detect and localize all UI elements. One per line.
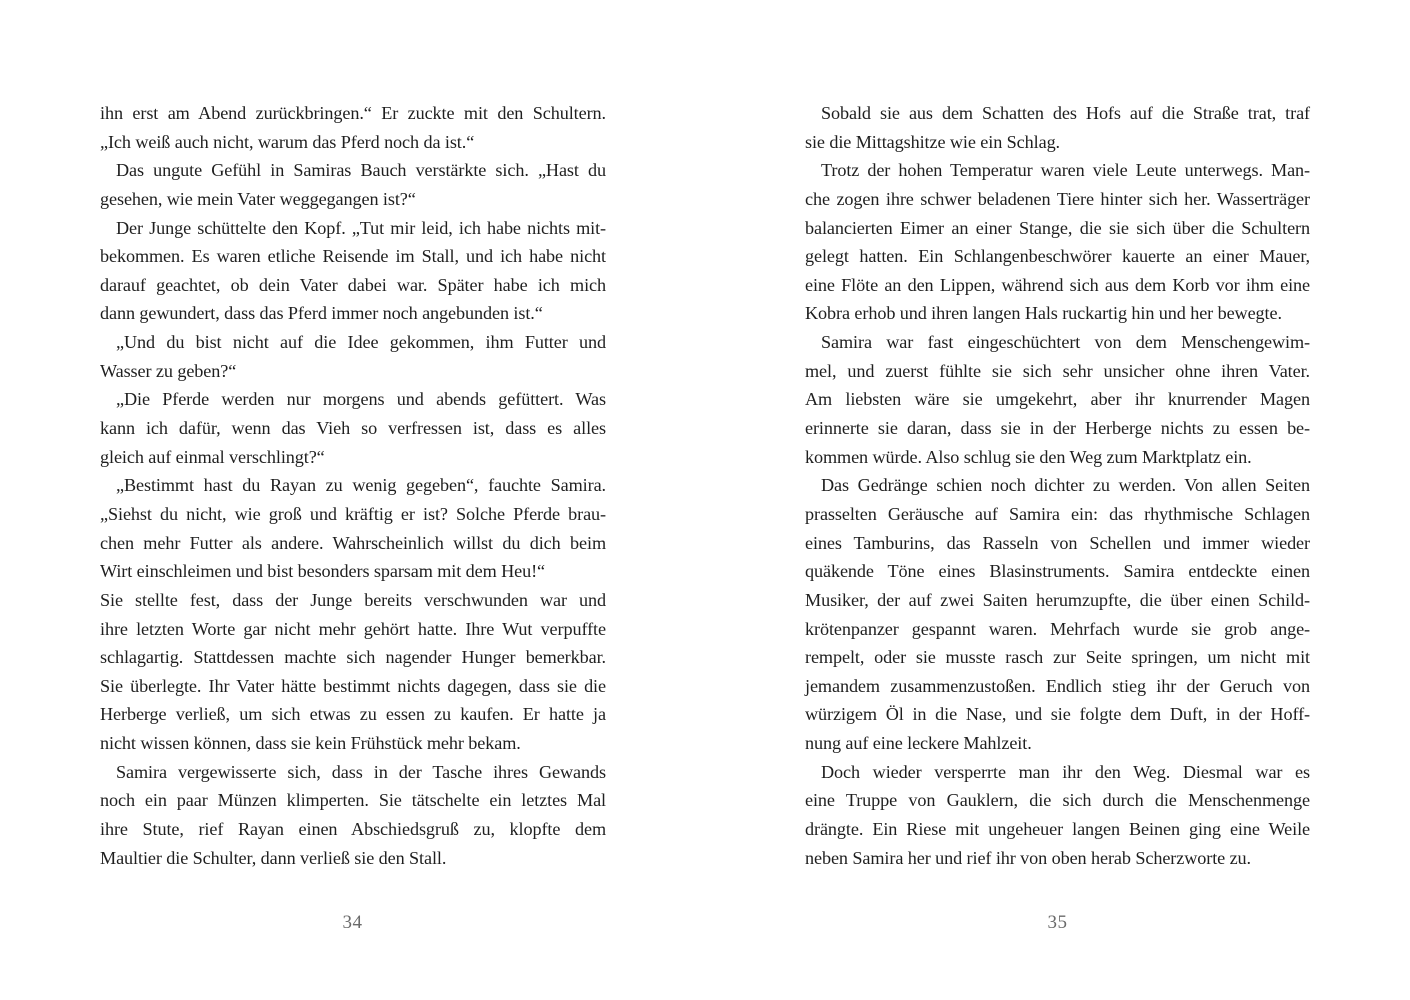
text-line: mel, und zuerst fühlte sie sich sehr unsicher ohne ihren Vater. (805, 360, 1310, 381)
text-line: bekommen. Es waren etliche Reisende im Stall, und ich habe nicht (100, 246, 606, 267)
page-number-label: 35 (1047, 912, 1068, 933)
text-line: „Ich weiß auch nicht, warum das Pferd noch da ist.“ (100, 131, 475, 152)
text-line: schlagartig. Stattdessen machte sich nagender Hunger bemerkbar. (100, 647, 606, 668)
text-line: Wirt einschleimen und bist besonders sparsam mit dem Heu!“ (100, 561, 546, 582)
text-line: sie die Mittagshitze wie ein Schlag. (805, 131, 1061, 152)
text-line: Herberge verließ, um sich etwas zu essen zu kaufen. Er hatte ja (100, 704, 606, 725)
text-line: gelegt hatten. Ein Schlangenbeschwörer kauerte an einer Mauer, (805, 246, 1310, 267)
text-line: Musiker, der auf zwei Saiten herumzupfte, die über einen Schild- (805, 589, 1310, 610)
text-line: neben Samira her und rief ihr von oben herab Scherzworte zu. (805, 847, 1251, 868)
right-page (705, 0, 1410, 1000)
text-line: kann ich dafür, wenn das Vieh so verfressen ist, dass es alles (100, 418, 606, 439)
text-line: Sie stellte fest, dass der Junge bereits verschwunden war und (100, 589, 606, 610)
text-line: Samira war fast eingeschüchtert von dem Menschengewim- (821, 332, 1310, 353)
text-line: rempelt, oder sie musste rasch zur Seite springen, um nicht mit (805, 647, 1310, 668)
text-line: nung auf eine leckere Mahlzeit. (805, 733, 1032, 754)
text-line: Trotz der hohen Temperatur waren viele Leute unterwegs. Man- (821, 160, 1310, 181)
text-line: nicht wissen können, dass sie kein Frühstück mehr bekam. (100, 733, 521, 754)
page-number-label: 34 (342, 912, 363, 933)
text-line: krötenpanzer gespannt waren. Mehrfach wurde sie grob ange- (805, 618, 1310, 639)
text-line: erinnerte sie daran, dass sie in der Herberge nichts zu essen be- (805, 418, 1310, 439)
text-line: drängte. Ein Riese mit ungeheuer langen Beinen ging eine Weile (805, 819, 1310, 840)
text-line: Das Gedränge schien noch dichter zu werden. Von allen Seiten (821, 475, 1310, 496)
text-line: Sie überlegte. Ihr Vater hätte bestimmt nichts dagegen, dass sie die (100, 675, 606, 696)
text-line: würzigem Öl in die Nase, und sie folgte dem Duft, in der Hoff- (805, 704, 1310, 725)
text-line: quäkende Töne eines Blasinstruments. Samira entdeckte einen (805, 561, 1310, 582)
text-line: jemandem zusammenzustoßen. Endlich stieg ihr der Geruch von (805, 675, 1310, 696)
text-line: gesehen, wie mein Vater weggegangen ist?“ (100, 188, 416, 209)
text-line: kommen würde. Also schlug sie den Weg zum Marktplatz ein. (805, 446, 1252, 467)
text-line: eine Truppe von Gauklern, die sich durch die Menschenmenge (805, 790, 1310, 811)
text-line: Wasser zu geben?“ (100, 360, 237, 381)
text-line: Kobra erhob und ihren langen Hals ruckartig hin und her bewegte. (805, 303, 1282, 324)
text-line: „Siehst du nicht, wie groß und kräftig er ist? Solche Pferde brau- (100, 503, 606, 524)
text-line: ihre letzten Worte gar nicht mehr gehört hatte. Ihre Wut verpuffte (100, 618, 606, 639)
text-line: noch ein paar Münzen klimperten. Sie tätschelte ein letztes Mal (100, 790, 606, 811)
text-line: gleich auf einmal verschlingt?“ (100, 446, 325, 467)
text-line: che zogen ihre schwer beladenen Tiere hinter sich her. Wasserträger (805, 188, 1310, 209)
text-line: „Bestimmt hast du Rayan zu wenig gegeben“, fauchte Samira. (116, 475, 606, 496)
right-page-text (805, 99, 1310, 872)
text-line: Sobald sie aus dem Schatten des Hofs auf die Straße trat, traf (821, 103, 1310, 123)
text-line: Der Junge schüttelte den Kopf. „Tut mir leid, ich habe nichts mit- (116, 217, 606, 238)
text-line: Das ungute Gefühl in Samiras Bauch verstärkte sich. „Hast du (116, 160, 606, 181)
page-number (0, 912, 705, 934)
text-line: dann gewundert, dass das Pferd immer noch angebunden ist.“ (100, 303, 543, 324)
text-line: prasselten Geräusche auf Samira ein: das rhythmische Schlagen (805, 503, 1310, 524)
left-page-text (100, 99, 606, 872)
text-line: chen mehr Futter als andere. Wahrscheinlich willst du dich beim (100, 532, 606, 553)
text-line: Am liebsten wäre sie umgekehrt, aber ihr knurrender Magen (805, 389, 1310, 410)
text-line: Maultier die Schulter, dann verließ sie den Stall. (100, 847, 447, 868)
text-line: eine Flöte an den Lippen, während sich aus dem Korb vor ihm eine (805, 274, 1310, 295)
text-line: darauf geachtet, ob dein Vater dabei war. Später habe ich mich (100, 274, 606, 295)
text-line: „Und du bist nicht auf die Idee gekommen, ihm Futter und (116, 332, 606, 353)
text-line: eines Tamburins, das Rasseln von Schellen und immer wieder (805, 532, 1310, 553)
text-line: balancierten Eimer an einer Stange, die sie sich über die Schultern (805, 217, 1310, 238)
text-line: Doch wieder versperrte man ihr den Weg. Diesmal war es (821, 761, 1310, 782)
text-line: „Die Pferde werden nur morgens und abends gefüttert. Was (116, 389, 606, 410)
text-line: ihn erst am Abend zurückbringen.“ Er zuckte mit den Schultern. (100, 103, 606, 123)
text-line: Samira vergewisserte sich, dass in der Tasche ihres Gewands (116, 761, 606, 782)
text-line: ihre Stute, rief Rayan einen Abschiedsgruß zu, klopfte dem (100, 819, 606, 840)
page-number (705, 912, 1410, 934)
